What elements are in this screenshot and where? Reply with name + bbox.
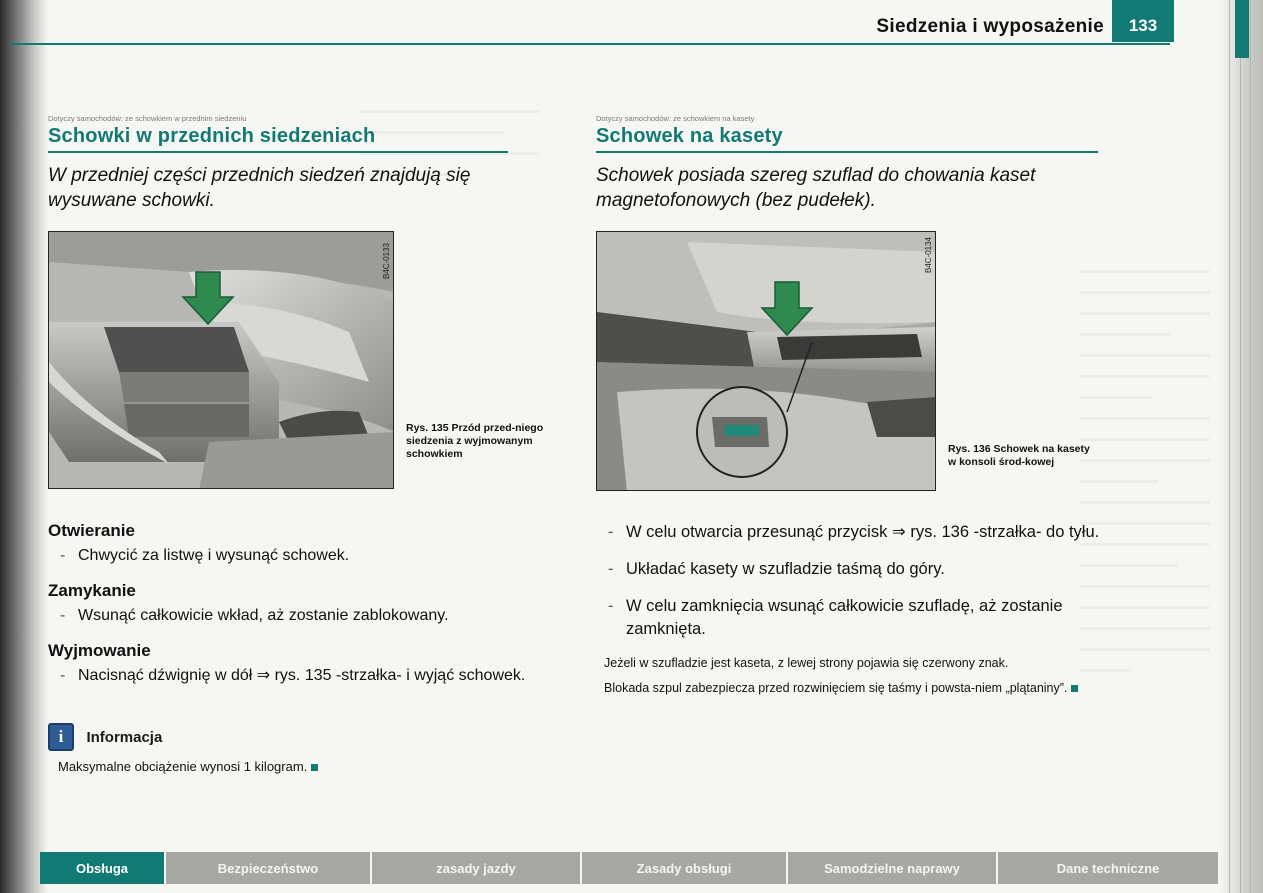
subheading-open: Otwieranie [48,521,135,540]
applies-note: Dotyczy samochodów: ze schowkiem w przednim siedzeniu [48,114,247,123]
step-text: Chwycić za listwę i wysunąć schowek. [78,547,350,564]
info-icon: i [48,723,74,751]
figure-135 [48,231,558,489]
step-text: W celu zamknięcia wsunąć całkowicie szufladę, aż zostanie zamknięta. [626,597,1063,638]
section-title: Schowki w przednich siedzeniach [48,125,508,153]
figure-caption: Rys. 135 Przód przed-niego siedzenia z wyjmowanym schowkiem [406,422,544,460]
applies-note: Dotyczy samochodów: ze schowkiem na kasety [596,114,755,123]
nav-tab-dane-techniczne[interactable]: Dane techniczne [998,852,1220,884]
nav-tab-samodzielne-naprawy[interactable]: Samodzielne naprawy [788,852,998,884]
subheading-remove: Wyjmowanie [48,641,151,660]
page-tab-strip [1235,0,1249,58]
info-box [48,723,558,774]
step-item: - Układać kasety w szufladzie taśmą do góry. [608,560,945,578]
lead-text: Schowek posiada szereg szuflad do chowania kaset magnetofonowych (bez pudełek). [596,165,1036,211]
figure-code: B4C-0133 [382,243,391,280]
note-text: Jeżeli w szufladzie jest kaseta, z lewej strony pojawia się czerwony znak. [604,656,1009,670]
subheading-close: Zamykanie [48,581,136,600]
section-remove [48,641,558,687]
nav-tab-bezpieczenstwo[interactable]: Bezpieczeństwo [166,852,372,884]
end-marker-icon [1071,685,1078,692]
page-edges [1219,0,1263,893]
running-title: Siedzenia i wyposażenie [876,16,1104,37]
info-text: Maksymalne obciążenie wynosi 1 kilogram. [58,759,558,774]
bottom-nav [40,852,1220,884]
lead-text: W przedniej części przednich siedzeń znajdują się wysuwane schowki. [48,165,471,211]
step-text: Nacisnąć dźwignię w dół ⇒ rys. 135 -strzałka- i wyjąć schowek. [78,667,526,684]
step-text: Układać kasety w szufladzie taśmą do góry. [626,560,945,578]
step-item: - W celu zamknięcia wsunąć całkowicie szufladę, aż zostanie zamknięta. [608,597,1063,638]
info-title: Informacja [86,728,163,746]
page-edge-line [1240,0,1241,893]
step-item: - Wsunąć całkowicie wkład, aż zostanie zablokowany. [60,607,449,624]
figure-caption: Rys. 136 Schowek na kasety w konsoli środ-kowej [948,443,1090,468]
figure-136 [596,231,1102,491]
binding-shadow [0,0,48,893]
header-rule [10,43,1170,45]
seat-drawer-illustration [49,232,394,489]
section-open [48,521,558,567]
running-header [10,16,1210,44]
end-marker-icon [311,764,318,771]
step-text: Wsunąć całkowicie wkład, aż zostanie zablokowany. [78,607,449,624]
seat-drawer-photo [48,231,394,489]
step-item: - W celu otwarcia przesunąć przycisk ⇒ rys. 136 -strzałka- do tyłu. [608,523,1100,541]
step-text: W celu otwarcia przesunąć przycisk ⇒ rys. 136 -strzałka- do tyłu. [626,523,1100,541]
figure-code: B4C-0134 [924,237,933,274]
cassette-console-illustration [597,232,936,491]
step-list [596,521,1102,641]
nav-tab-zasady-obslugi[interactable]: Zasady obsługi [582,852,788,884]
nav-tab-obsluga[interactable]: Obsługa [40,852,166,884]
left-column [48,100,558,774]
right-column [596,100,1102,705]
section-close [48,581,558,627]
console-photo [596,231,936,491]
page-edge-line [1250,0,1251,893]
section-title: Schowek na kasety [596,125,1098,153]
step-item: - Nacisnąć dźwignię w dół ⇒ rys. 135 -strzałka- i wyjąć schowek. [60,667,526,684]
note-text: Blokada szpul zabezpiecza przed rozwinięciem się taśmy i powsta-niem „plątaniny”. [604,680,1102,697]
nav-tab-zasady-jazdy[interactable]: zasady jazdy [372,852,582,884]
page-number: 133 [1112,0,1174,42]
step-item: - Chwycić za listwę i wysunąć schowek. [60,547,350,564]
page-edge-line [1229,0,1230,893]
